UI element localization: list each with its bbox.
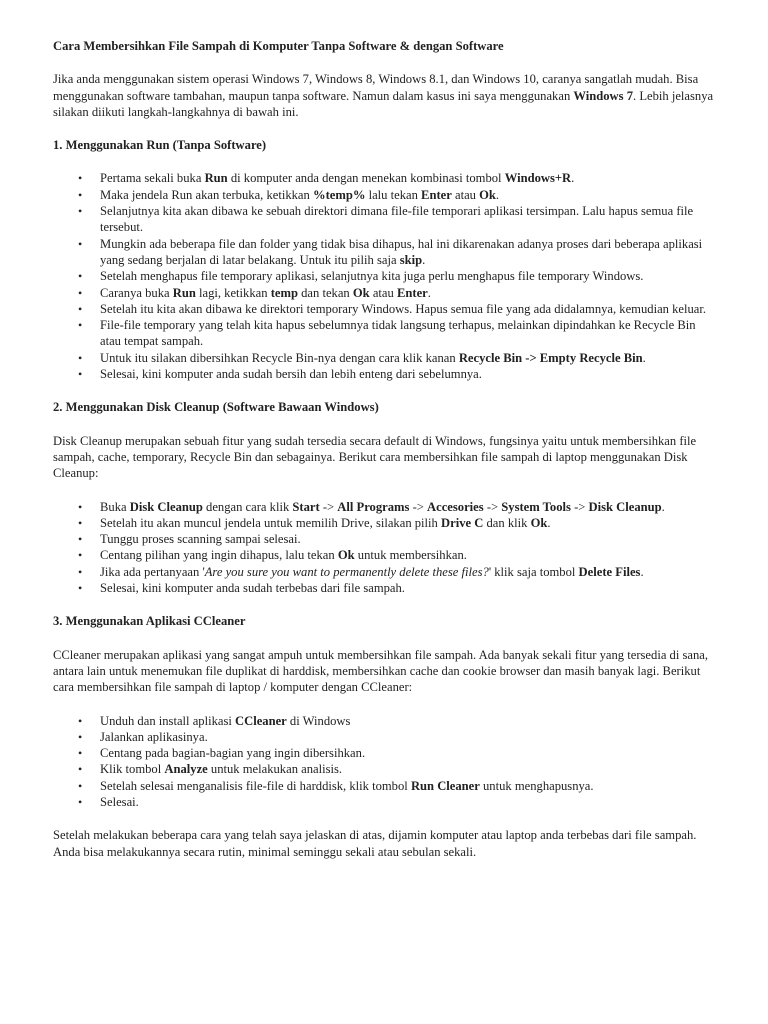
bold-text: All Programs xyxy=(337,499,410,514)
text-run: Setelah itu kita akan dibawa ke direktori temporary Windows. Hapus semua file yang ada didalamnya, kemudian keluar. xyxy=(100,301,707,316)
text-run: Centang pilihan yang ingin dihapus, lalu tekan xyxy=(100,548,338,563)
list-item xyxy=(100,547,716,563)
list-item xyxy=(100,268,716,284)
text-run: ' klik saja tombol xyxy=(488,564,579,579)
list-item xyxy=(100,350,716,366)
text-run: -> xyxy=(319,499,338,514)
list-item xyxy=(100,301,716,317)
bold-text: temp xyxy=(270,285,298,300)
text-run: Jika ada pertanyaan ' xyxy=(100,564,205,579)
text-run: dengan cara klik xyxy=(202,499,293,514)
text-run: Jika anda menggunakan sistem operasi Windows 7, Windows 8, Windows 8.1, dan Windows 10, caranya sangatlah mudah. Bisa menggunakan software tambahan, maupun tanpa software. Namun dalam kasus ini saya menggunakan xyxy=(53,72,699,103)
text-run: Setelah melakukan beberapa cara yang telah saya jelaskan di atas, dijamin komputer atau laptop anda terbebas dari file sampah. Anda bisa melakukannya secara rutin, minimal seminggu sekali atau sebulan sekali. xyxy=(53,828,697,859)
text-run: Unduh dan install aplikasi xyxy=(100,713,236,728)
text-run: Selesai, kini komputer anda sudah bersih dan lebih enteng dari sebelumnya. xyxy=(100,367,482,382)
bold-text: Ok xyxy=(479,187,496,202)
bold-text: Windows+R xyxy=(504,171,572,186)
bold-text: Ok xyxy=(337,548,355,563)
text-run: . xyxy=(427,285,431,300)
document-title: Cara Membersihkan File Sampah di Komputer Tanpa Software & dengan Software xyxy=(53,39,504,53)
text-run: Setelah selesai menganalisis file-file di harddisk, klik tombol xyxy=(100,778,411,793)
text-run: Selanjutnya kita akan dibawa ke sebuah direktori dimana file-file temporari aplikasi tersimpan. Lalu hapus semua file tersebut. xyxy=(100,204,694,235)
section-paragraph xyxy=(53,433,716,482)
bullet-list xyxy=(53,499,716,597)
text-run: Disk Cleanup merupakan sebuah fitur yang sudah tersedia secara default di Windows, fungsinya yaitu untuk membersihkan file sampah, cache, temporary, Recycle Bin dan sebagainya. Berikut cara membersihkan file sampah di laptop menggunakan Disk Cleanup: xyxy=(53,433,697,481)
bold-text: Recycle Bin -> Empty Recycle Bin xyxy=(458,350,643,365)
closing-paragraph xyxy=(53,827,716,860)
text-run: . xyxy=(571,171,575,186)
text-run: File-file temporary yang telah kita hapus sebelumnya tidak langsung terhapus, melainkan dipindahkan ke Recycle Bin atau tempat sampah. xyxy=(100,318,696,349)
bold-text: Drive C xyxy=(441,515,484,530)
text-run: . xyxy=(422,252,426,267)
text-run: . xyxy=(661,499,665,514)
text-run: dan klik xyxy=(483,515,531,530)
list-item xyxy=(100,203,716,236)
list-item xyxy=(100,531,716,547)
text-run: Setelah menghapus file temporary aplikasi, selanjutnya kita juga perlu menghapus file temporary Windows. xyxy=(100,269,644,284)
bold-text: CCleaner xyxy=(235,713,287,728)
list-item xyxy=(100,794,716,810)
list-item xyxy=(100,236,716,269)
bold-text: skip xyxy=(399,252,423,267)
list-item xyxy=(100,564,716,580)
text-run: untuk melakukan analisis. xyxy=(207,762,343,777)
text-run: Centang pada bagian-bagian yang ingin dibersihkan. xyxy=(100,746,366,761)
text-run: lagi, ketikkan xyxy=(195,285,271,300)
text-run: Tunggu proses scanning sampai selesai. xyxy=(100,532,301,547)
section-heading: 2. Menggunakan Disk Cleanup (Software Bawaan Windows) xyxy=(53,400,379,415)
bullet-list xyxy=(53,170,716,382)
bold-text: Enter xyxy=(396,285,428,300)
list-item xyxy=(100,580,716,596)
bold-text: Analyze xyxy=(164,762,208,777)
bold-text: Ok xyxy=(352,285,370,300)
text-run: atau xyxy=(369,285,397,300)
text-run: . xyxy=(495,187,500,202)
text-run: Klik tombol xyxy=(100,762,165,777)
bold-text: Run Cleaner xyxy=(410,778,480,793)
list-item xyxy=(100,317,716,350)
section-heading: 1. Menggunakan Run (Tanpa Software) xyxy=(53,138,267,153)
text-run: Untuk itu silakan dibersihkan Recycle Bin-nya dengan cara klik kanan xyxy=(100,350,459,365)
text-run: di Windows xyxy=(286,713,351,728)
bold-text: Delete Files xyxy=(578,564,641,579)
italic-text: Are you sure you want to permanently delete these files? xyxy=(204,564,489,579)
bold-text: System Tools xyxy=(501,499,571,514)
text-run: atau xyxy=(451,187,480,202)
bold-text: Disk Cleanup xyxy=(588,499,662,514)
bold-text: Run xyxy=(204,171,228,186)
text-run: Jalankan aplikasinya. xyxy=(100,729,208,744)
list-item xyxy=(100,170,716,186)
text-run: . xyxy=(547,515,551,530)
text-run: dan tekan xyxy=(297,285,353,300)
text-run: Mungkin ada beberapa file dan folder yang tidak bisa dihapus, hal ini dikarenakan adanya proses dari beberapa aplikasi yang sedang berjalan di latar belakang. Untuk itu pilih saja xyxy=(100,236,703,267)
section-heading: 3. Menggunakan Aplikasi CCleaner xyxy=(53,614,246,629)
text-run: untuk menghapusnya. xyxy=(479,778,594,793)
text-run: Buka xyxy=(100,499,130,514)
text-run: . xyxy=(642,350,646,365)
text-run: Selesai, kini komputer anda sudah terbebas dari file sampah. xyxy=(100,581,405,596)
bold-text: Enter xyxy=(421,187,452,202)
section-paragraph xyxy=(53,647,716,696)
list-item xyxy=(100,366,716,382)
text-run: -> xyxy=(570,499,589,514)
bold-text: Disk Cleanup xyxy=(129,499,203,514)
list-item xyxy=(100,761,716,777)
bold-text: Ok xyxy=(530,515,548,530)
text-run: di komputer anda dengan menekan kombinasi tombol xyxy=(227,171,505,186)
text-run: -> xyxy=(483,499,502,514)
text-run: . Lebih jelasnya silakan diikuti langkah-langkahnya di bawah ini. xyxy=(53,88,714,119)
text-run: Selesai. xyxy=(100,794,139,809)
list-item xyxy=(100,499,716,515)
text-run: CCleaner merupakan aplikasi yang sangat ampuh untuk membersihkan file sampah. Ada banyak sekali fitur yang tersedia di sana, antara lain untuk menemukan file duplikat di harddisk, membersihkan cache dan cookie browser dan masih banyak lagi. Berikut cara membersihkan file sampah di laptop / komputer dengan CCleaner: xyxy=(53,647,709,695)
bold-text: %temp% xyxy=(312,187,366,202)
list-item xyxy=(100,187,716,203)
list-item xyxy=(100,778,716,794)
list-item xyxy=(100,285,716,301)
text-run: -> xyxy=(409,499,428,514)
list-item xyxy=(100,729,716,745)
bold-text: Start xyxy=(292,499,320,514)
text-run: untuk membersihkan. xyxy=(354,548,467,563)
bold-text: Windows 7 xyxy=(573,88,634,103)
list-item xyxy=(100,745,716,761)
text-run: lalu tekan xyxy=(365,187,422,202)
list-item xyxy=(100,515,716,531)
text-run: Setelah itu akan muncul jendela untuk memilih Drive, silakan pilih xyxy=(100,515,442,530)
intro-paragraph xyxy=(53,71,716,120)
bullet-list xyxy=(53,713,716,811)
text-run: . xyxy=(640,564,644,579)
text-run: Maka jendela Run akan terbuka, ketikkan xyxy=(100,187,313,202)
sections-container xyxy=(53,137,716,810)
list-item xyxy=(100,713,716,729)
text-run: Pertama sekali buka xyxy=(100,171,205,186)
text-run: Caranya buka xyxy=(100,285,173,300)
bold-text: Run xyxy=(172,285,196,300)
bold-text: Accesories xyxy=(427,499,484,514)
